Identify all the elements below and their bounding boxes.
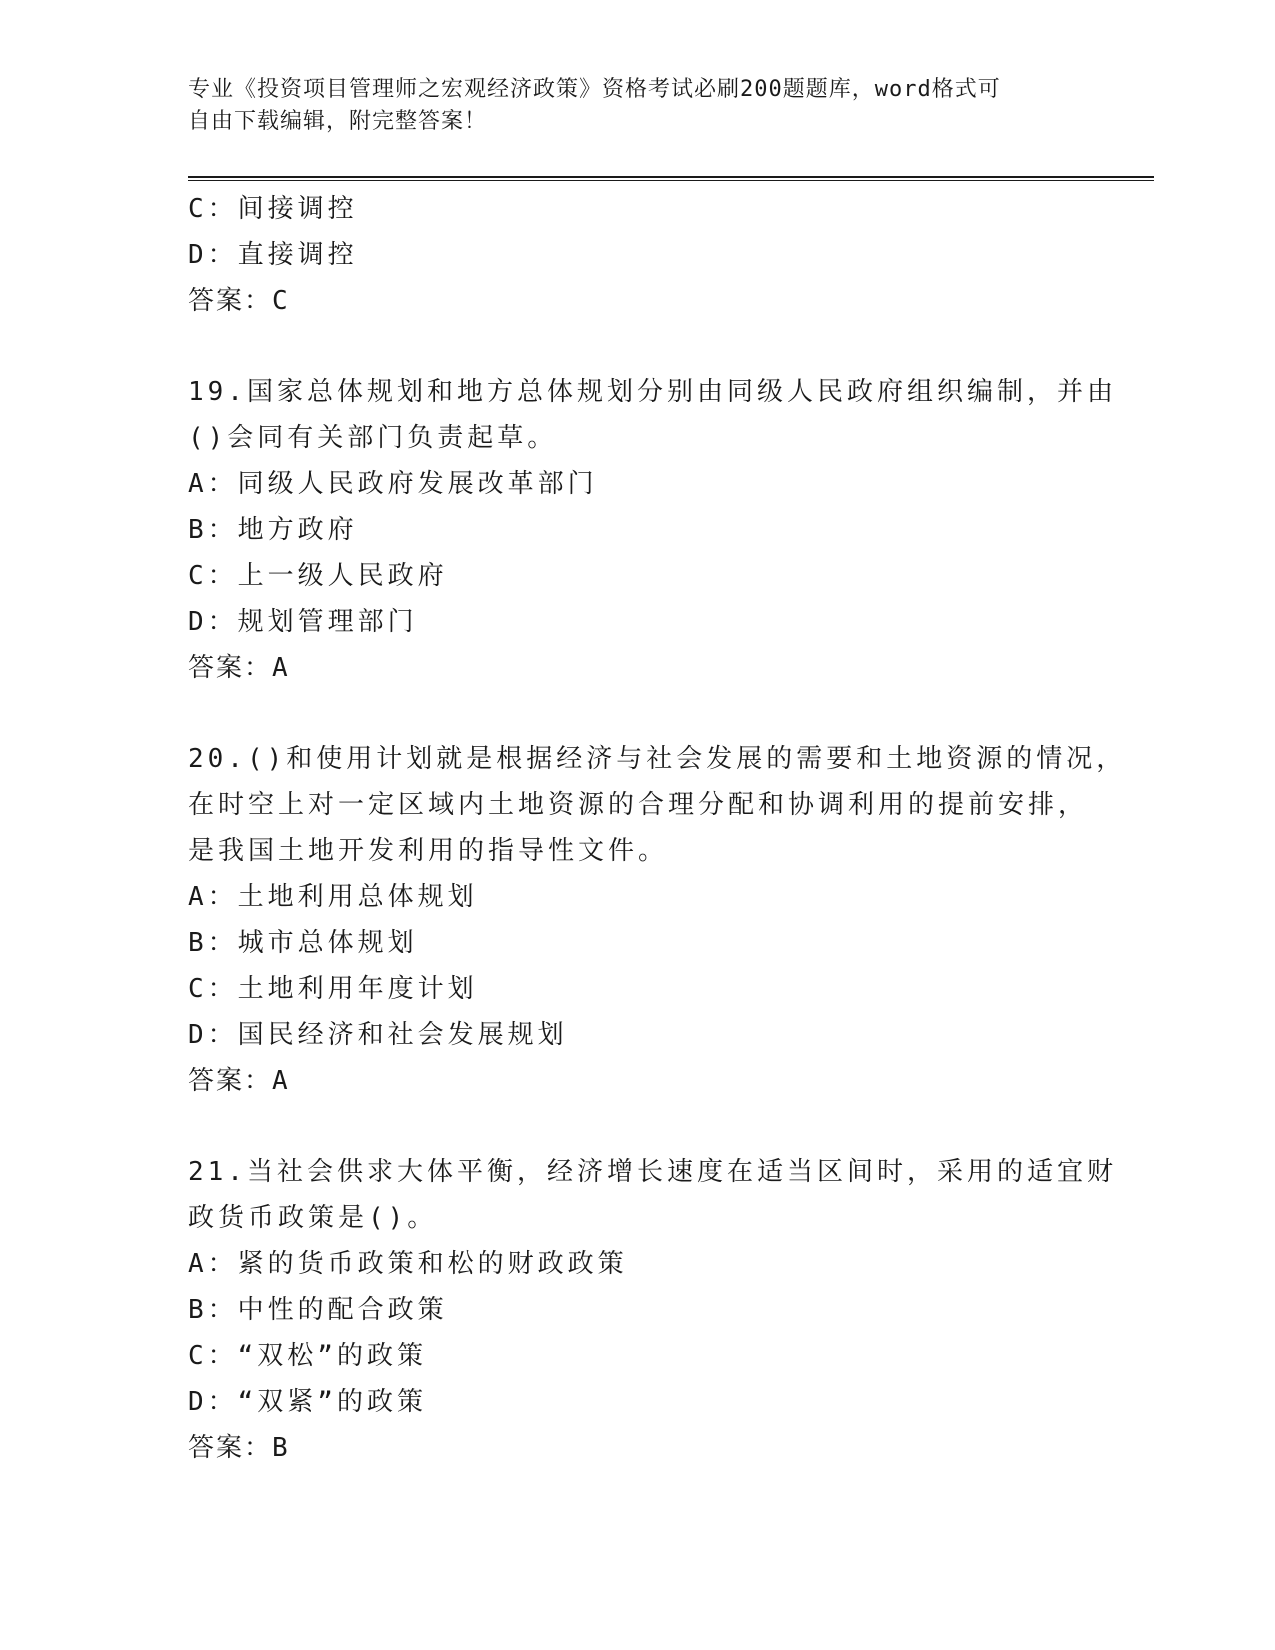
question-21 <box>188 1149 1117 1471</box>
option-a: A：紧的货币政策和松的财政政策 <box>188 1249 628 1279</box>
option-c: C：土地利用年度计划 <box>188 974 478 1004</box>
option-a: A：同级人民政府发展改革部门 <box>188 469 598 499</box>
header-line-1: 专业《投资项目管理师之宏观经济政策》资格考试必刷200题题库，word格式可 <box>188 77 1001 102</box>
option-b: B：城市总体规划 <box>188 928 418 958</box>
answer-line: 答案：C <box>188 286 290 316</box>
answer-line: 答案：A <box>188 653 290 683</box>
answer-line: 答案：A <box>188 1066 290 1096</box>
question-stem-line: 19.国家总体规划和地方总体规划分别由同级人民政府组织编制，并由 <box>188 377 1117 407</box>
question-stem-line: 政货币政策是()。 <box>188 1203 438 1233</box>
option-d: D：国民经济和社会发展规划 <box>188 1020 568 1050</box>
option-c: C：间接调控 <box>188 194 358 224</box>
page-header <box>188 74 1088 138</box>
header-line-2: 自由下载编辑，附完整答案！ <box>188 109 488 134</box>
header-divider <box>188 176 1154 181</box>
question-19 <box>188 369 1117 691</box>
option-c: C：上一级人民政府 <box>188 561 448 591</box>
question-20 <box>188 736 1127 1104</box>
option-d: D：直接调控 <box>188 240 358 270</box>
option-d: D：“双紧”的政策 <box>188 1387 427 1417</box>
question-stem-line: 是我国土地开发利用的指导性文件。 <box>188 836 669 866</box>
question-stem-line: ()会同有关部门负责起草。 <box>188 423 558 453</box>
option-a: A：土地利用总体规划 <box>188 882 478 912</box>
option-c: C：“双松”的政策 <box>188 1341 427 1371</box>
document-body <box>188 186 1127 1471</box>
question-18-partial <box>188 186 1088 324</box>
option-b: B：地方政府 <box>188 515 358 545</box>
question-stem-line: 20.()和使用计划就是根据经济与社会发展的需要和土地资源的情况， <box>188 744 1127 774</box>
question-stem-line: 21.当社会供求大体平衡，经济增长速度在适当区间时，采用的适宜财 <box>188 1157 1117 1187</box>
option-d: D：规划管理部门 <box>188 607 418 637</box>
question-stem-line: 在时空上对一定区域内土地资源的合理分配和协调利用的提前安排， <box>188 790 1089 820</box>
answer-line: 答案：B <box>188 1433 290 1463</box>
option-b: B：中性的配合政策 <box>188 1295 448 1325</box>
